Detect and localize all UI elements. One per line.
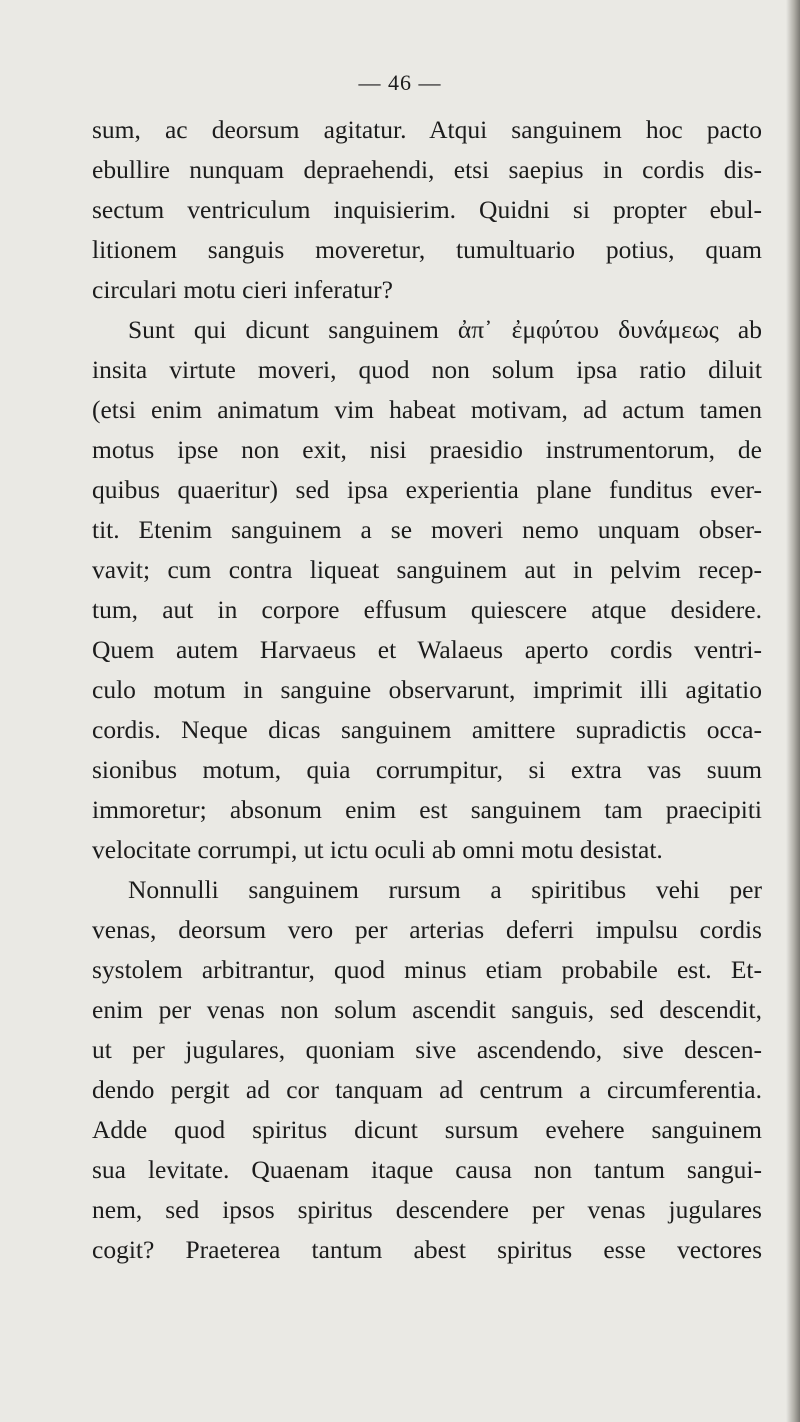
text-line: (etsi enim animatum vim habeat motivam, ad actum tamen xyxy=(92,395,762,424)
text-line: enim per venas non solum ascendit sanguis, sed descendit, xyxy=(92,995,762,1024)
text-line: sum, ac deorsum agitatur. Atqui sanguinem hoc pacto xyxy=(92,115,762,144)
text-line: culo motum in sanguine observarunt, imprimit illi agitatio xyxy=(92,675,762,704)
text-line: ut per jugulares, quoniam sive ascendendo, sive descen- xyxy=(92,1035,762,1064)
text-line: tum, aut in corpore effusum quiescere atque desidere. xyxy=(92,595,762,624)
text-line: sectum ventriculum inquisierim. Quidni si propter ebul- xyxy=(92,195,762,224)
text-line: litionem sanguis moveretur, tumultuario potius, quam xyxy=(92,235,762,264)
text-line: vavit; cum contra liqueat sanguinem aut in pelvim recep- xyxy=(92,555,762,584)
text-line: Nonnulli sanguinem rursum a spiritibus vehi per xyxy=(128,875,762,904)
text-line: cordis. Neque dicas sanguinem amittere supradictis occa- xyxy=(92,715,762,744)
text-line: velocitate corrumpi, ut ictu oculi ab omni motu desistat. xyxy=(92,835,663,864)
text-line: immoretur; absonum enim est sanguinem tam praecipiti xyxy=(92,795,762,824)
text-line: venas, deorsum vero per arterias deferri impulsu cordis xyxy=(92,915,762,944)
text-line: Adde quod spiritus dicunt sursum evehere sanguinem xyxy=(92,1115,762,1144)
text-line: sionibus motum, quia corrumpitur, si extra vas suum xyxy=(92,755,762,784)
text-line: systolem arbitrantur, quod minus etiam probabile est. Et- xyxy=(92,955,762,984)
text-line: nem, sed ipsos spiritus descendere per venas jugulares xyxy=(92,1195,762,1224)
text-line: insita virtute moveri, quod non solum ipsa ratio diluit xyxy=(92,355,762,384)
text-line: Quem autem Harvaeus et Walaeus aperto cordis ventri- xyxy=(92,635,762,664)
page-number-header: — 46 — xyxy=(358,70,442,95)
text-line: ebullire nunquam depraehendi, etsi saepius in cordis dis- xyxy=(92,155,762,184)
text-line: sua levitate. Quaenam itaque causa non tantum sangui- xyxy=(92,1155,762,1184)
text-line: tit. Etenim sanguinem a se moveri nemo unquam obser- xyxy=(92,515,762,544)
text-line: circulari motu cieri inferatur? xyxy=(92,275,393,304)
text-line: cogit? Praeterea tantum abest spiritus esse vectores xyxy=(92,1235,762,1264)
text-line: quibus quaeritur) sed ipsa experientia plane funditus ever- xyxy=(92,475,762,504)
text-line: Sunt qui dicunt sanguinem ἀπ᾿ ἐμφύτου δυνάμεως ab xyxy=(128,315,762,344)
text-line: dendo pergit ad cor tanquam ad centrum a circumferentia. xyxy=(92,1075,762,1104)
text-line: motus ipse non exit, nisi praesidio instrumentorum, de xyxy=(92,435,762,464)
page-edge-shadow xyxy=(786,0,800,1422)
